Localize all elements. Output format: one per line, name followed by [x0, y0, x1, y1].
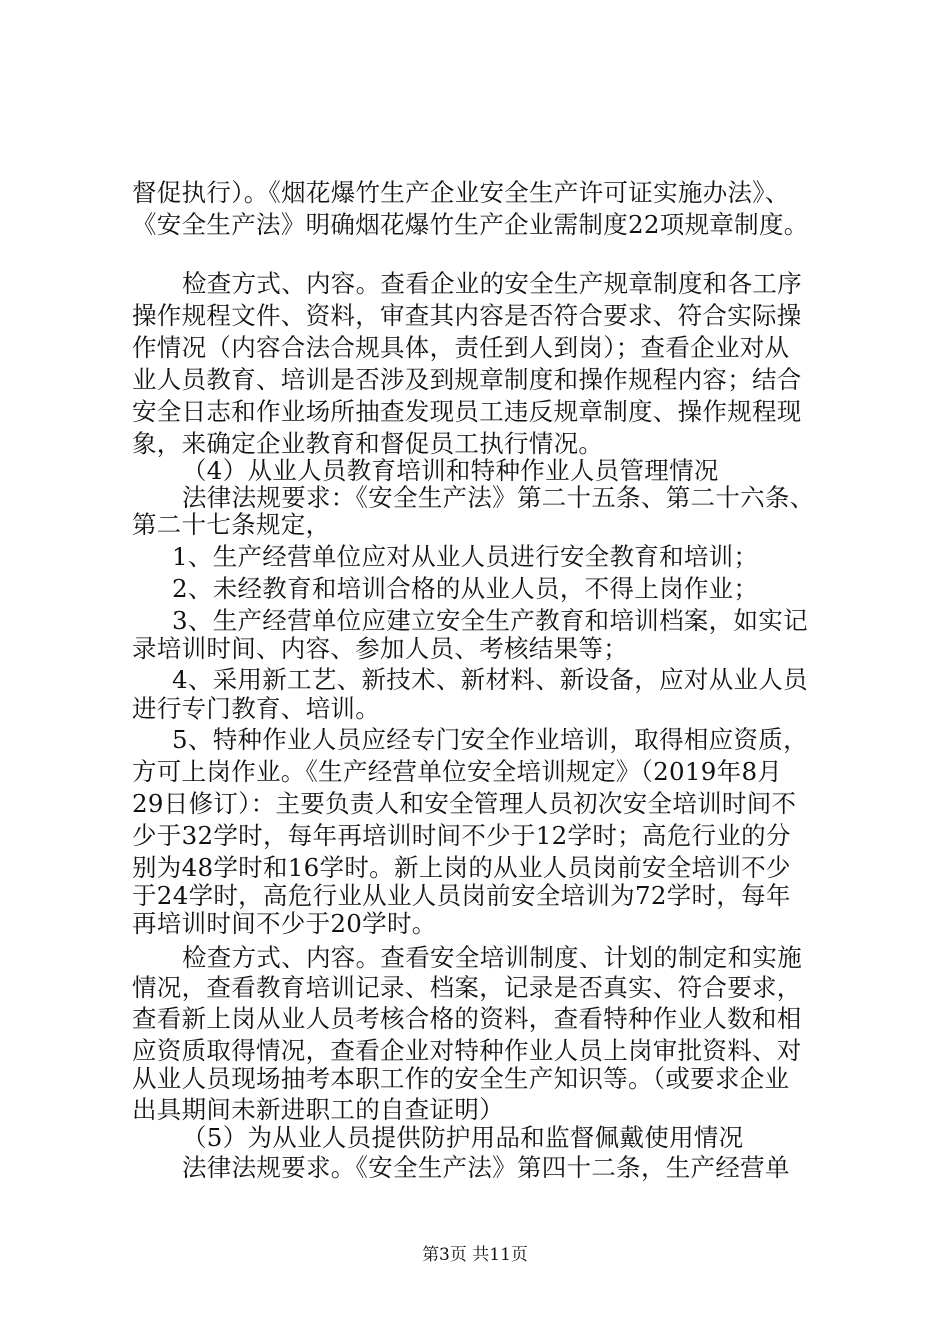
text-line: 《安全生产法》明确烟花爆竹生产企业需制度22项规章制度。	[132, 210, 809, 239]
section-heading: （5）为从业人员提供防护用品和监督佩戴使用情况	[182, 1123, 744, 1152]
text-line: 情况，查看教育培训记录、档案，记录是否真实、符合要求，	[132, 973, 802, 1002]
list-item: 4、采用新工艺、新技术、新材料、新设备，应对从业人员	[172, 665, 808, 694]
text-line: 操作规程文件、资料，审查其内容是否符合要求、符合实际操	[132, 301, 802, 330]
text-line: 方可上岗作业。《生产经营单位安全培训规定》（2019年8月	[132, 757, 783, 786]
text-line: 法律法规要求：《安全生产法》第二十五条、第二十六条、	[182, 483, 815, 512]
text-line: 从业人员现场抽考本职工作的安全生产知识等。（或要求企业	[132, 1064, 790, 1093]
list-item: 5、特种作业人员应经专门安全作业培训，取得相应资质，	[172, 725, 808, 754]
section-heading: （4）从业人员教育培训和特种作业人员管理情况	[182, 456, 719, 485]
text-line: 少于32学时，每年再培训时间不少于12学时；高危行业的分	[132, 821, 791, 850]
text-line: 检查方式、内容。查看安全培训制度、计划的制定和实施	[182, 943, 802, 972]
text-line: 于24学时，高危行业从业人员岗前安全培训为72学时，每年	[132, 881, 791, 910]
text-line: 法律法规要求。《安全生产法》第四十二条，生产经营单	[182, 1153, 790, 1182]
text-line: 作情况（内容合法合规具体，责任到人到岗）；查看企业对从	[132, 333, 790, 362]
text-line: 进行专门教育、培训。	[132, 694, 380, 723]
list-item: 1、生产经营单位应对从业人员进行安全教育和培训；	[172, 542, 759, 571]
text-line: 安全日志和作业场所抽查发现员工违反规章制度、操作规程现	[132, 397, 802, 426]
text-line: 录培训时间、内容、参加人员、考核结果等；	[132, 634, 628, 663]
text-line: 应资质取得情况，查看企业对特种作业人员上岗审批资料、对	[132, 1036, 802, 1065]
text-line: 第二十七条规定，	[132, 510, 331, 539]
text-line: 象，来确定企业教育和督促员工执行情况。	[132, 429, 604, 458]
text-line: 查看新上岗从业人员考核合格的资料，查看特种作业人数和相	[132, 1004, 802, 1033]
text-line: 29日修订）：主要负责人和安全管理人员初次安全培训时间不	[132, 789, 797, 818]
list-item: 2、未经教育和培训合格的从业人员，不得上岗作业；	[172, 574, 759, 603]
text-line: 出具期间未新进职工的自查证明）	[132, 1095, 504, 1124]
page-number-footer: 第3页 共11页	[422, 1245, 528, 1265]
text-line: 检查方式、内容。查看企业的安全生产规章制度和各工序	[182, 269, 802, 298]
text-line: 业人员教育、培训是否涉及到规章制度和操作规程内容；结合	[132, 365, 802, 394]
text-line: 督促执行）。《烟花爆竹生产企业安全生产许可证实施办法》、	[132, 178, 790, 207]
text-line: 再培训时间不少于20学时。	[132, 909, 437, 938]
list-item: 3、生产经营单位应建立安全生产教育和培训档案，如实记	[172, 606, 808, 635]
text-line: 别为48学时和16学时。新上岗的从业人员岗前安全培训不少	[132, 853, 791, 882]
